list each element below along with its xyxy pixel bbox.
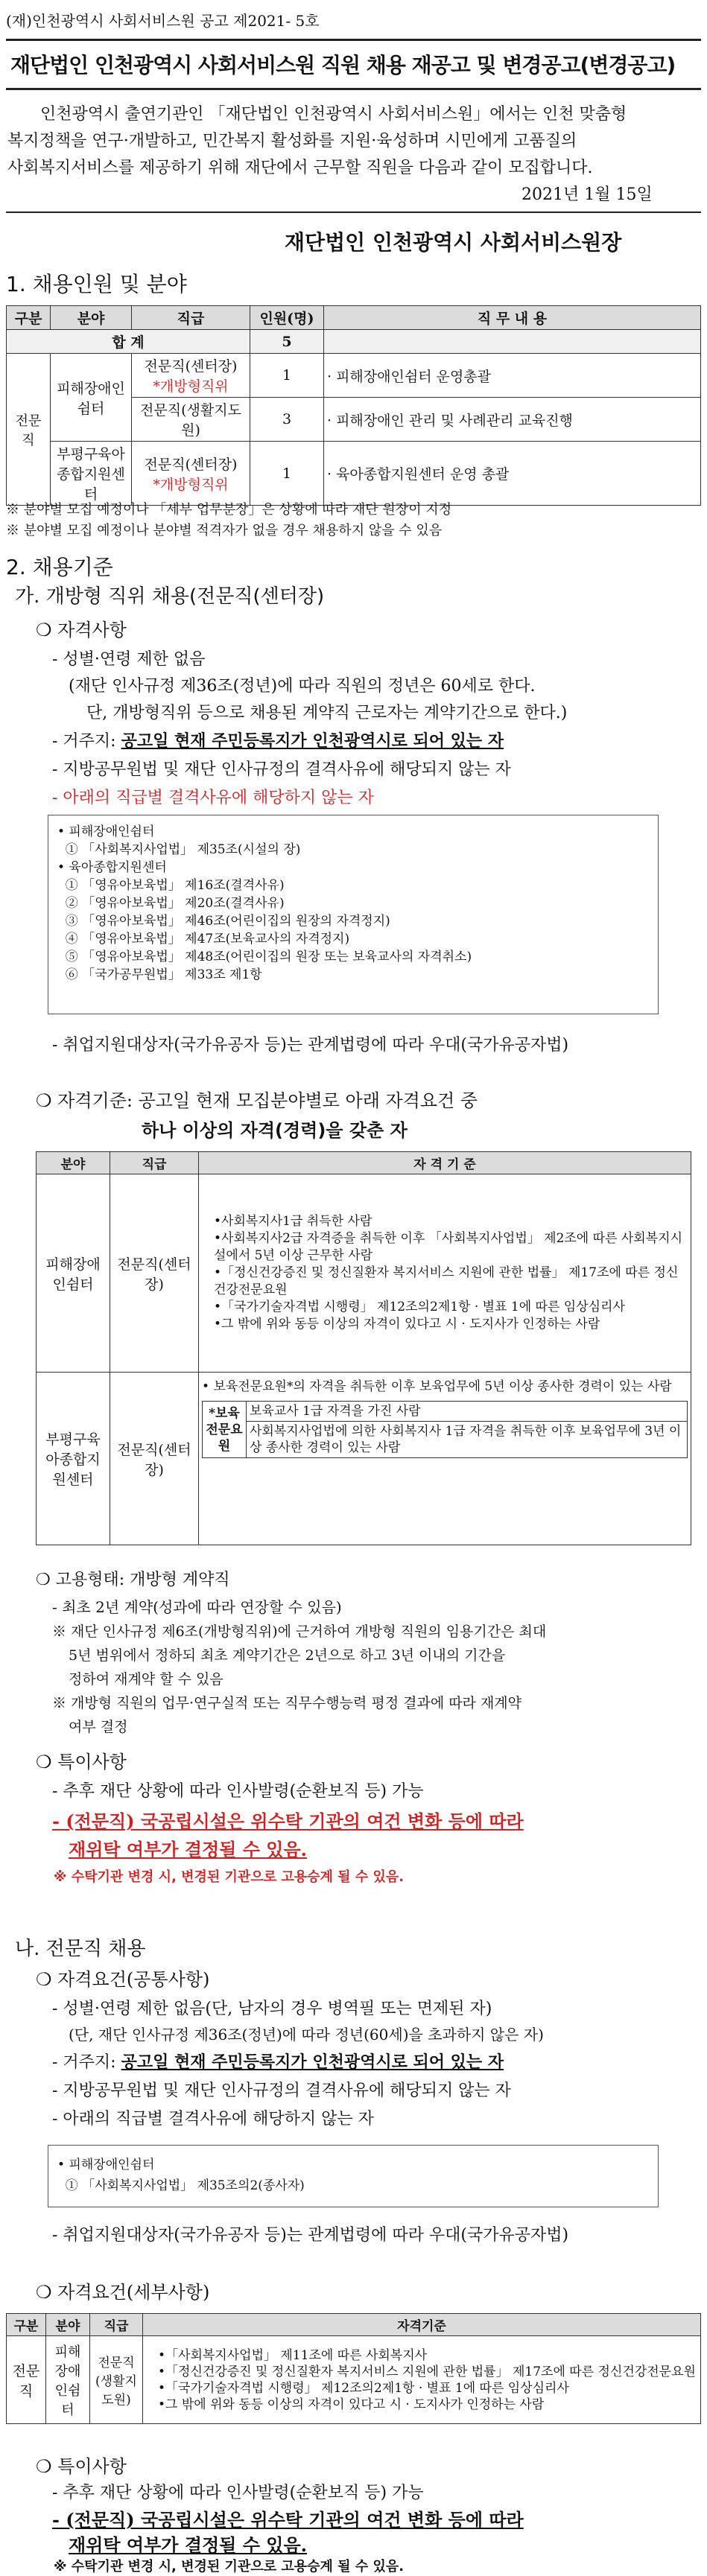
disqualification-box bbox=[48, 815, 659, 1014]
subsection-a: 가. 개방형 직위 채용(전문직(센터장) bbox=[15, 585, 325, 608]
qual-line: - 성별·연령 제한 없음 bbox=[52, 650, 206, 669]
common-line: - 취업지원대상자(국가유공자 등)는 관계법령에 따라 우대(국가유공자법) bbox=[52, 2226, 569, 2245]
col-header: 직급 bbox=[132, 306, 250, 330]
field-cell: 피해장애인쉼터 bbox=[46, 2336, 90, 2424]
grade-cell: 전문직(센터장) bbox=[110, 1373, 199, 1545]
criteria-item: • 「국가기술자격법 시행령」 제12조의2제1항 · 별표 1에 따른 임상심리사 bbox=[158, 2380, 697, 2397]
grade-cell: 전문직(센터장) bbox=[144, 456, 238, 473]
special-warning: - (전문직) 국공립시설은 위수탁 기관의 여건 변화 등에 따라 bbox=[52, 1810, 524, 1832]
criteria-list bbox=[202, 1213, 688, 1333]
detail-title: ❍ 자격요건(세부사항) bbox=[36, 2282, 210, 2303]
issuer: 재단법인 인천광역시 사회서비스원장 bbox=[285, 230, 622, 255]
count-cell: 1 bbox=[250, 442, 324, 506]
employment-line: 여부 결정 bbox=[69, 1719, 128, 1735]
common-line: - 성별·연령 제한 없음(단, 남자의 경우 병역필 또는 면제된 자) bbox=[52, 2000, 492, 2018]
req-title-2: 하나 이상의 자격(경력)을 갖춘 자 bbox=[142, 1120, 408, 1141]
criteria-item: • 「정신건강증진 및 정신질환자 복지서비스 지원에 관한 법률」 제17조에 따른 정신건강전문요원 bbox=[214, 1265, 688, 1299]
label: - 거주지: bbox=[52, 2053, 121, 2072]
qual-line: (재단 인사규정 제36조(정년)에 따라 직원의 정년은 60세로 한다. bbox=[69, 677, 536, 696]
criteria-item: • 그 밖에 위와 동등 이상의 자격이 있다고 시 · 도지사가 인정하는 사람 bbox=[214, 1316, 688, 1333]
sub-item: 보육교사 1급 자격을 가진 사람 bbox=[247, 1402, 688, 1422]
note: ※ 분야별 모집 예정이나 분야별 적격자가 없을 경우 채용하지 않을 수 있음 bbox=[6, 523, 443, 538]
qual-line bbox=[52, 728, 504, 751]
law-item: • 육아종합지원센터 bbox=[57, 860, 167, 875]
field-cell: 부평구육아종합지원센터 bbox=[51, 442, 132, 506]
qual-line: - 지방공무원법 및 재단 인사규정의 결격사유에 해당되지 않는 자 bbox=[52, 760, 511, 779]
duty-cell: · 피해장애인 관리 및 사례관리 교육진행 bbox=[324, 398, 701, 442]
residence-requirement: 공고일 현재 주민등록지가 인천광역시로 되어 있는 자 bbox=[121, 731, 504, 751]
employment-line: 정하여 재계약 할 수 있음 bbox=[69, 1671, 223, 1688]
special-warning: 재위탁 여부가 결정될 수 있음. bbox=[69, 2534, 307, 2556]
law-item: ① 「사회복지사업법」 제35조(시설의 장) bbox=[57, 842, 301, 857]
special-line: - 추후 재단 상황에 따라 인사발령(순환보직 등) 가능 bbox=[52, 2484, 424, 2502]
special-title: ❍ 특이사항 bbox=[36, 1752, 127, 1772]
common-line: (단, 재단 인사규정 제36조(정년)에 따라 정년(60세)을 초과하지 않은 자) bbox=[69, 2026, 544, 2044]
col-header: 분야 bbox=[37, 1152, 110, 1174]
criteria-item: • 「국가기술자격법 시행령」 제12조의2제1항 · 별표 1에 따른 임상심리사 bbox=[214, 1299, 688, 1316]
special-note: ※ 수탁기관 변경 시, 변경된 기관으로 고용승계 될 수 있음. bbox=[54, 1869, 405, 1885]
common-line: - 아래의 직급별 결격사유에 해당하지 않는 자 bbox=[52, 2110, 374, 2128]
intro-line-1: 인천광역시 출연기관인 「재단법인 인천광역시 사회서비스원」에서는 인천 맞춤형 bbox=[40, 105, 627, 124]
grade-note: *개방형직위 bbox=[153, 378, 229, 395]
employment-title: ❍ 고용형태: 개방형 계약직 bbox=[36, 1571, 230, 1589]
divider bbox=[6, 212, 701, 213]
residence-requirement: 공고일 현재 주민등록지가 인천광역시로 되어 있는 자 bbox=[121, 2052, 504, 2072]
notice-date: 2021년 1월 15일 bbox=[521, 185, 653, 204]
col-header: 자격기준 bbox=[143, 2314, 701, 2336]
special-warning: 재위탁 여부가 결정될 수 있음. bbox=[69, 1839, 307, 1860]
field-cell: 피해장애인쉼터 bbox=[51, 354, 132, 442]
col-header: 인원(명) bbox=[250, 306, 324, 330]
employment-line: - 최초 2년 계약(성과에 따라 연장할 수 있음) bbox=[52, 1598, 342, 1616]
intro-line-2: 복지정책을 연구·개발하고, 민간복지 활성화를 지원·육성하며 시민에게 고품질의 bbox=[7, 132, 577, 150]
qual-line: - 아래의 직급별 결격사유에 해당하지 않는 자 bbox=[52, 789, 374, 807]
criteria-list bbox=[146, 2347, 697, 2413]
criteria-text: 보육전문요원*의 자격을 취득한 이후 보육업무에 5년 이상 종사한 경력이 있는 사람 bbox=[213, 1379, 672, 1394]
col-header: 직급 bbox=[90, 2314, 143, 2336]
law-item: • 피해장애인쉼터 bbox=[57, 824, 155, 839]
req-title: ❍ 자격기준: 공고일 현재 모집분야별로 아래 자격요건 중 bbox=[36, 1090, 478, 1111]
grade-cell: 전문직(생활지도원) bbox=[90, 2336, 143, 2424]
duty-cell: · 피해장애인쉼터 운영총괄 bbox=[324, 354, 701, 398]
section2-heading: 2. 채용기준 bbox=[6, 555, 113, 579]
sub-criteria-table bbox=[202, 1401, 688, 1458]
notice-number: (재)인천광역시 사회서비스원 공고 제2021- 5호 bbox=[6, 12, 320, 30]
duty-cell: · 육아종합지원센터 운영 총괄 bbox=[324, 442, 701, 506]
title-rule-top bbox=[6, 39, 701, 41]
law-item: ⑤ 「영유아보육법」 제48조(어린이집의 원장 또는 보육교사의 자격취소) bbox=[57, 950, 472, 964]
common-line: - 지방공무원법 및 재단 인사규정의 결격사유에 해당되지 않는 자 bbox=[52, 2082, 511, 2100]
criteria-item: • 보육전문요원*의 자격을 취득한 이후 보육업무에 5년 이상 종사한 경력이 있는 사람 bbox=[202, 1379, 672, 1394]
col-header: 분야 bbox=[51, 306, 132, 330]
title-rule-bottom bbox=[6, 88, 701, 90]
section1-heading: 1. 채용인원 및 분야 bbox=[6, 272, 187, 296]
criteria-table bbox=[36, 1151, 691, 1545]
criteria-item: • 그 밖에 위와 동등 이상의 자격이 있다고 시 · 도지사가 인정하는 사람 bbox=[158, 2397, 697, 2413]
special-line: - 추후 재단 상황에 따라 인사발령(순환보직 등) 가능 bbox=[52, 1782, 424, 1801]
law-item: ② 「영유아보육법」 제20조(결격사유) bbox=[57, 896, 285, 911]
criteria-item: • 「정신건강증진 및 정신질환자 복지서비스 지원에 관한 법률」 제17조에 따른 정신건강전문요원 bbox=[158, 2364, 697, 2380]
qual-line: - 취업지원대상자(국가유공자 등)는 관계법령에 따라 우대(국가유공자법) bbox=[52, 1036, 569, 1055]
grade-cell: 전문직(생활지도원) bbox=[132, 398, 250, 442]
col-header: 구분 bbox=[7, 306, 51, 330]
grade-cell: 전문직(센터장) bbox=[110, 1174, 199, 1373]
col-header: 구분 bbox=[7, 2314, 46, 2336]
grade-cell: 전문직(센터장) bbox=[144, 358, 238, 375]
law-item: ④ 「영유아보육법」 제47조(보육교사의 자격정지) bbox=[57, 932, 350, 947]
group-cell: 전문직 bbox=[7, 2336, 46, 2424]
special-note: ※ 수탁기관 변경 시, 변경된 기관으로 고용승계 될 수 있음. bbox=[54, 2559, 405, 2575]
grade-note: *개방형직위 bbox=[153, 476, 229, 493]
common-line bbox=[52, 2049, 504, 2073]
special-title: ❍ 특이사항 bbox=[36, 2456, 127, 2477]
criteria-item: • 사회복지사2급 자격증을 취득한 이후 「사회복지사업법」 제2조에 따른 사회복지시설에서 5년 이상 근무한 사람 bbox=[214, 1230, 688, 1265]
law-item: ① 「영유아보육법」 제16조(결격사유) bbox=[57, 878, 285, 893]
special-warning: - (전문직) 국공립시설은 위수탁 기관의 여건 변화 등에 따라 bbox=[52, 2509, 524, 2531]
qual-title: ❍ 자격사항 bbox=[36, 620, 127, 640]
employment-line: ※ 재단 인사규정 제6조(개방형직위)에 근거하여 개방형 직원의 임용기간은 최대 bbox=[52, 1623, 547, 1640]
page-title: 재단법인 인천광역시 사회서비스원 직원 채용 재공고 및 변경공고(변경공고) bbox=[10, 53, 676, 77]
law-item: ① 「사회복지사업법」 제35조의2(종사자) bbox=[57, 2178, 305, 2193]
group-cell: 전문직 bbox=[7, 354, 51, 506]
note: ※ 분야별 모집 예정이나 「세부 업무분장」은 상황에 따라 재단 원장이 지정 bbox=[6, 502, 452, 518]
col-header: 분야 bbox=[46, 2314, 90, 2336]
criteria-item: • 「사회복지사업법」 제11조에 따른 사회복지사 bbox=[158, 2347, 697, 2364]
col-header: 직급 bbox=[110, 1152, 199, 1174]
sub-item: 사회복지사업법에 의한 사회복지사 1급 자격을 취득한 이후 보육업무에 3년 이상 종사한 경력이 있는 사람 bbox=[247, 1422, 688, 1458]
intro-line-3: 사회복지서비스를 제공하기 위해 재단에서 근무할 직원을 다음과 같이 모집합니다. bbox=[7, 159, 593, 177]
total-label: 합 계 bbox=[7, 330, 250, 354]
recruit-table bbox=[6, 305, 701, 506]
law-item: ③ 「영유아보육법」 제46조(어린이집의 원장의 자격정지) bbox=[57, 914, 390, 929]
total-value: 5 bbox=[250, 330, 324, 354]
employment-line: 5년 범위에서 정하되 최초 계약기간은 2년으로 하고 3년 이내의 기간을 bbox=[69, 1647, 506, 1664]
qual-line: 단, 개방형직위 등으로 채용된 계약직 근로자는 계약기간으로 한다.) bbox=[86, 704, 568, 722]
col-header: 자 격 기 준 bbox=[199, 1152, 691, 1174]
law-item: ⑥ 「국가공무원법」 제33조 제1항 bbox=[57, 967, 262, 982]
common-title: ❍ 자격요건(공통사항) bbox=[36, 1969, 210, 1990]
detail-table bbox=[6, 2313, 701, 2424]
field-cell: 부평구육아종합지원센터 bbox=[37, 1373, 110, 1545]
subsection-b: 나. 전문직 채용 bbox=[15, 1938, 146, 1960]
count-cell: 1 bbox=[250, 354, 324, 398]
col-header: 직 무 내 용 bbox=[324, 306, 701, 330]
employment-line: ※ 개방형 직원의 업무·연구실적 또는 직무수행능력 평정 결과에 따라 재계약 bbox=[52, 1695, 522, 1711]
sub-label: *보육전문요원 bbox=[203, 1402, 247, 1458]
disqualification-box-2 bbox=[48, 2145, 659, 2207]
field-cell: 피해장애인쉼터 bbox=[37, 1174, 110, 1373]
law-item: • 피해장애인쉼터 bbox=[57, 2157, 155, 2172]
count-cell: 3 bbox=[250, 398, 324, 442]
label: - 거주지: bbox=[52, 732, 121, 751]
criteria-item: • 사회복지사1급 취득한 사람 bbox=[214, 1213, 688, 1230]
